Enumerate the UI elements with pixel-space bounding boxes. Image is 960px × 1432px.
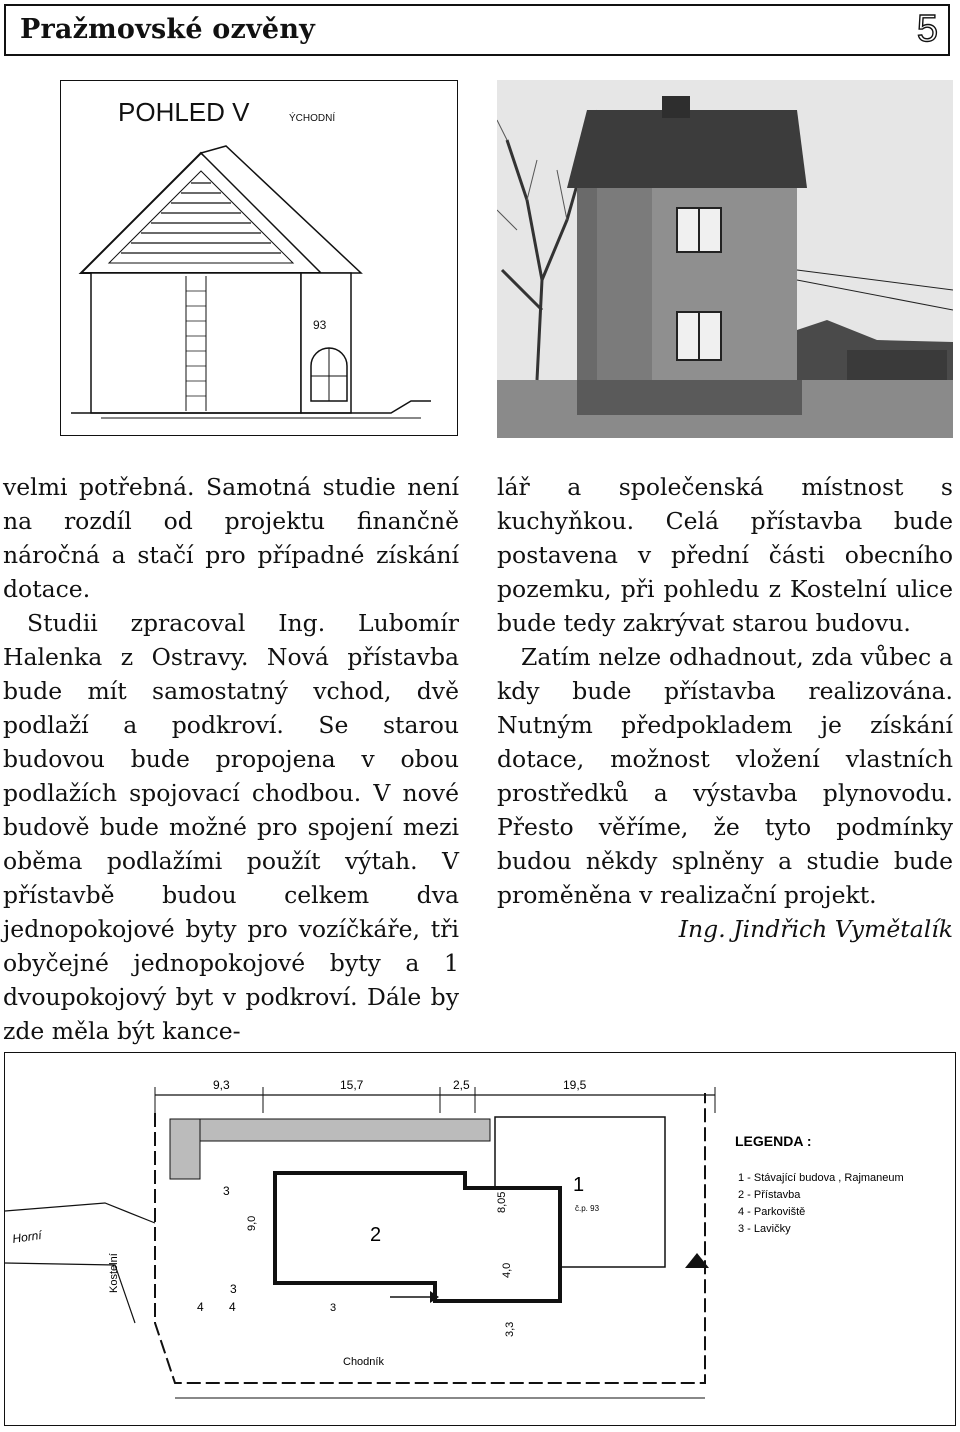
area-label: 3 <box>223 1184 230 1198</box>
dimension-label: 3,3 <box>504 1321 516 1337</box>
article-column-left <box>3 470 459 1048</box>
dimension-label: 3 <box>330 1302 337 1314</box>
article-paragraph: Zatím nelze odhadnout, zda vůbec a kdy bude přístavba realizována. Nutným předpokladem je získání dotace, možnost vložení vlastních prostředků a výstavba plynovodu. Přesto věříme, že tyto podmínky budou někdy splněny a studie bude proměněna v realizační projekt. <box>497 643 953 909</box>
legend-item: 2 - Přístavba <box>738 1189 801 1201</box>
building-2-label: 2 <box>370 1224 382 1246</box>
dimension-label: 9,3 <box>213 1078 230 1092</box>
dimension-label: 8,05 <box>496 1191 508 1213</box>
street-label-kostelni: Kostelní <box>108 1253 120 1293</box>
site-plan <box>4 1052 956 1426</box>
article-paragraph: lář a společenská místnost s kuchyňkou. Celá přístavba bude postavena v přední části obecního pozemku, při pohledu z Kostelní ulice bude tedy zakrývat starou budovu. <box>497 473 953 637</box>
dimension-label: 4,0 <box>501 1262 513 1278</box>
street-label-horni: Horní <box>11 1228 43 1246</box>
building-1-number: č.p. 93 <box>575 1204 600 1213</box>
legend-title: LEGENDA : <box>735 1133 812 1149</box>
elevation-subtitle: ÝCHODNÍ <box>289 113 336 124</box>
street-label-chodnik: Chodník <box>343 1356 384 1368</box>
east-elevation-drawing <box>60 80 458 436</box>
legend-item: 4 - Parkoviště <box>738 1206 806 1218</box>
legend-item: 3 - Lavičky <box>738 1223 791 1235</box>
page-number: 5 <box>916 8 938 50</box>
article-paragraph: Studii zpracoval Ing. Lubomír Halenka z Ostravy. Nová přístavba bude mít samostatný vchod, dvě podlaží a podkroví. Se starou budovou bude propojena v obou podlažích spojovací chodbou. V nové budově bude možné pro spojení mezi oběma podlažími použít výtah. V přístavbě budou celkem dva jednopokojové byty pro vozíčkáře, tři obyčejné jednopokojové byty a 1 dvoupokojový byt v podkroví. Dále by zde měla být kance- <box>3 609 459 1045</box>
building-1-label: 1 <box>573 1174 585 1196</box>
article-paragraph: velmi potřebná. Samotná studie není na rozdíl od projektu finančně náročná a stačí pro případné získání dotace. <box>3 473 459 603</box>
dimension-label: 15,7 <box>340 1078 364 1092</box>
dimension-label: 2,5 <box>453 1078 470 1092</box>
article-column-right <box>497 470 953 946</box>
house-number: 93 <box>313 318 327 332</box>
page-header <box>4 4 950 56</box>
newsletter-title: Pražmovské ozvěny <box>20 14 316 45</box>
elevation-title: POHLED V <box>118 97 250 127</box>
area-label: 3 <box>230 1282 237 1296</box>
area-label: 4 <box>197 1300 204 1314</box>
area-label: 4 <box>229 1300 236 1314</box>
dimension-label: 9,0 <box>246 1215 258 1231</box>
photo-existing-building <box>497 80 953 438</box>
legend-item: 1 - Stávající budova , Rajmaneum <box>738 1172 904 1184</box>
article-author: Ing. Jindřich Vymětalík <box>678 915 953 943</box>
dimension-label: 19,5 <box>563 1078 587 1092</box>
